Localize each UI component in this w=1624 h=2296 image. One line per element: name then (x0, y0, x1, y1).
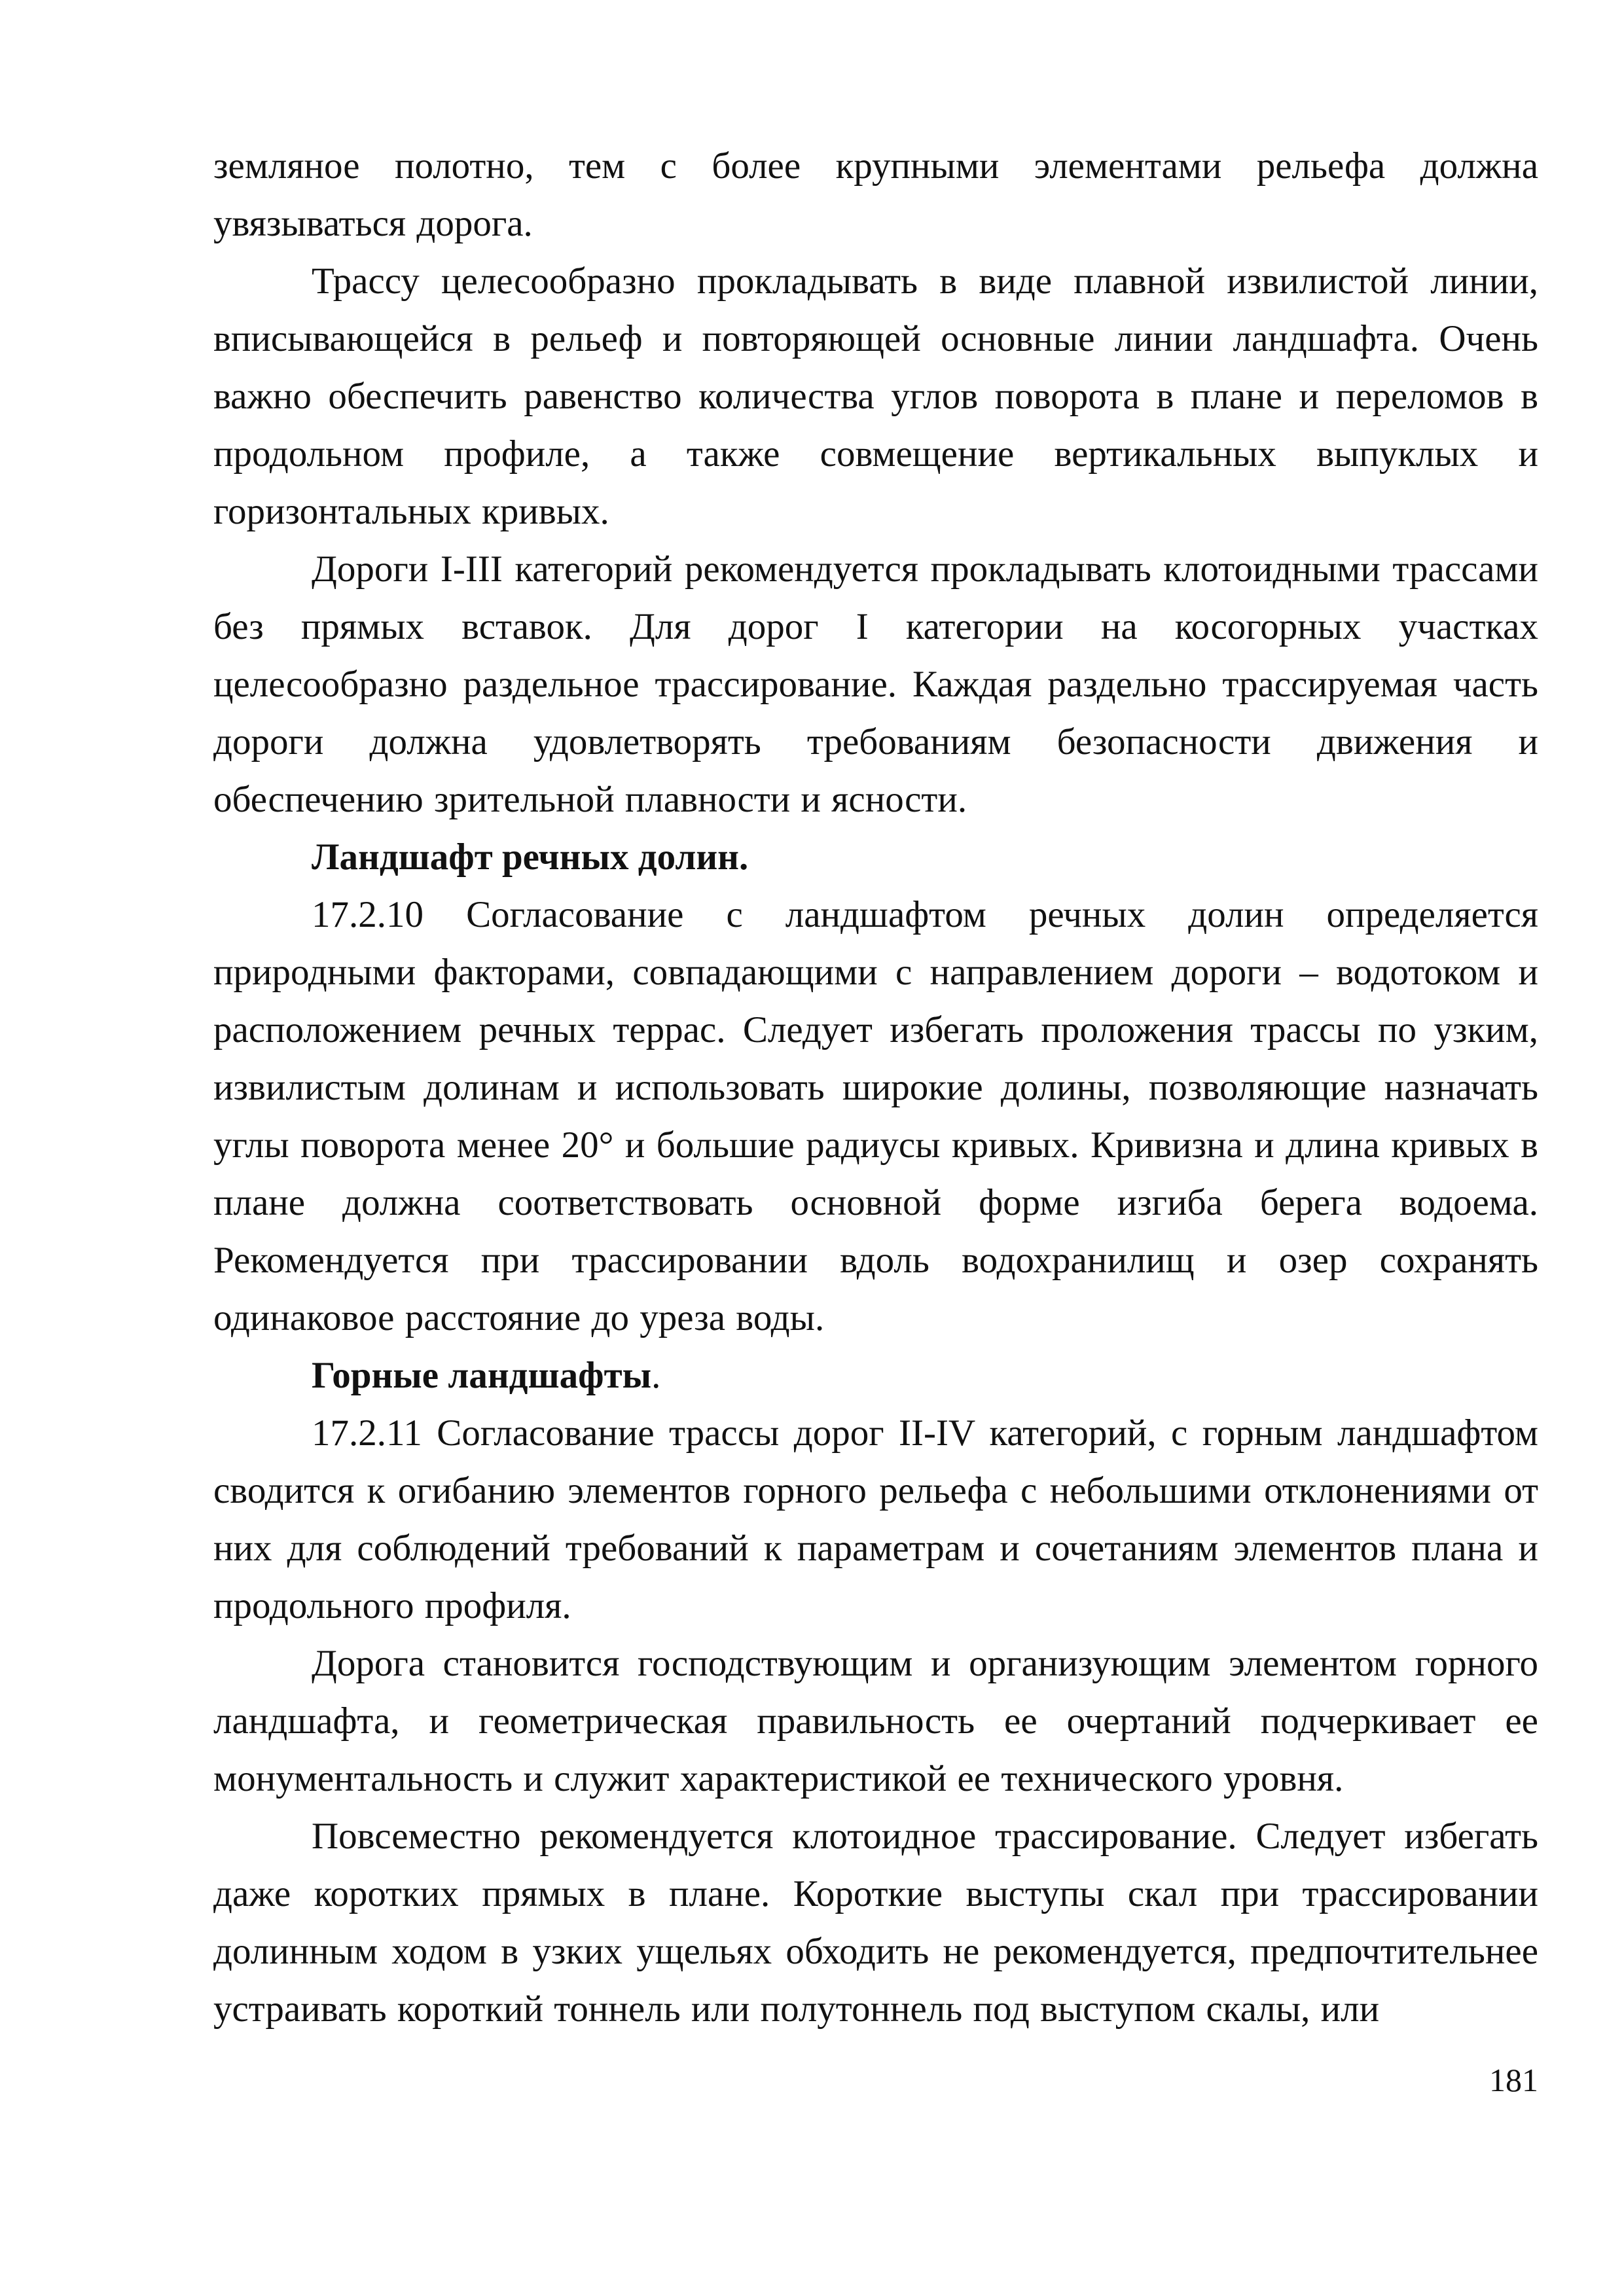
paragraph-2: Трассу целесообразно прокладывать в виде плавной извилистой линии, вписывающейся в рельеф и повторяющей основные линии ландшафта. Очень важно обеспечить равенство количества углов поворота в плане и переломов в продольном профиле, а также совмещение вертикальных выпуклых и горизонтальных кривых. (213, 260, 1538, 532)
section-heading-river-valleys: Ландшафт речных долин. (312, 836, 749, 878)
paragraph-3: Дороги I-III категорий рекомендуется прокладывать клотоидными трассами без прямых вставок. Для дорог I категории на косогорных участках целесообразно раздельное трассирование. Каждая раздельно трассируемая часть дороги должна удовлетворять требованиям безопасности движения и обеспечению зрительной плавности и ясности. (213, 548, 1538, 820)
paragraph-17-2-11: 17.2.11 Согласование трассы дорог II-IV категорий, с горным ландшафтом сводится к огибанию элементов горного рельефа с небольшими отклонениями от них для соблюдений требований к параметрам и сочетаниям элементов плана и продольного профиля. (213, 1412, 1538, 1626)
heading-text: Горные ландшафты (312, 1355, 652, 1396)
page-body (213, 137, 1538, 2038)
paragraph-17-2-10: 17.2.10 Согласование с ландшафтом речных долин определяется природными факторами, совпадающими с направлением дороги – водотоком и расположением речных террас. Следует избегать проложения трассы по узким, извилистым долинам и использовать широкие долины, позволяющие назначать углы поворота менее 20° и большие радиусы кривых. Кривизна и длина кривых в плане должна соответствовать основной форме изгиба берега водоема. Рекомендуется при трассировании вдоль водохранилищ и озер сохранять одинаковое расстояние до уреза воды. (213, 894, 1538, 1338)
paragraph-8: Дорога становится господствующим и организующим элементом горного ландшафта, и геометрическая правильность ее очертаний подчеркивает ее монументальность и служит характеристикой ее технического уровня. (213, 1643, 1538, 1799)
page-number: 181 (1489, 2062, 1538, 2098)
paragraph-9: Повсеместно рекомендуется клотоидное трассирование. Следует избегать даже коротких прямых в плане. Короткие выступы скал при трассировании долинным ходом в узких ущельях обходить не рекомендуется, предпочтительнее устраивать короткий тоннель или полутоннель под выступом скалы, или (213, 1816, 1538, 2030)
paragraph-1: земляное полотно, тем с более крупными элементами рельефа должна увязываться дорога. (213, 145, 1538, 244)
heading-period: . (651, 1355, 661, 1396)
section-heading-mountain-landscapes (213, 1347, 1538, 1405)
